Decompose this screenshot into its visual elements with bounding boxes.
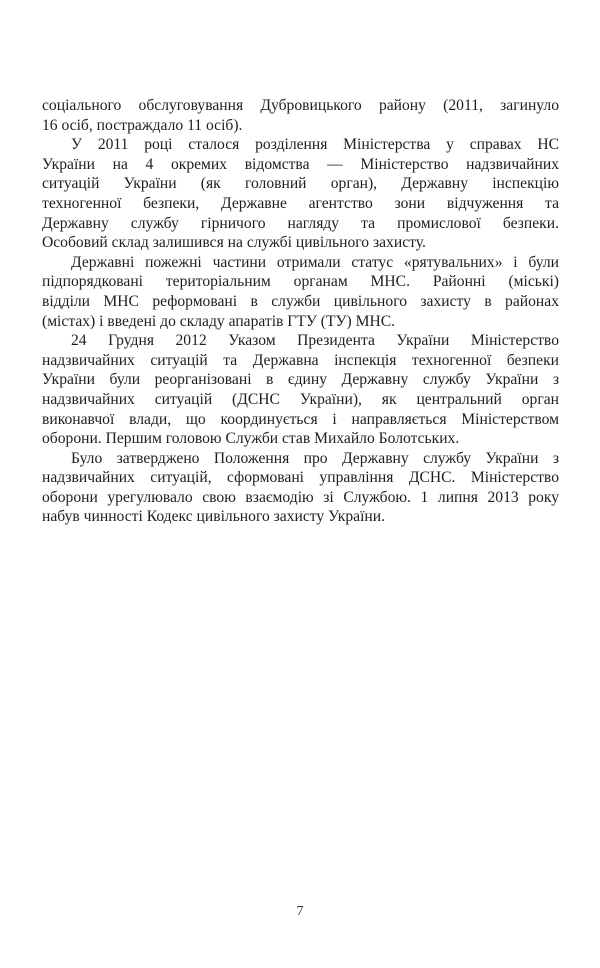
text-line: соціального обслуговування Дубровицького району (2011, загинуло [42, 97, 559, 114]
page-number: 7 [296, 904, 304, 919]
text-line: техногенної безпеки, Державне агентство зони відчуження та [42, 194, 559, 212]
paragraph-5 [42, 449, 559, 527]
paragraph-4 [42, 331, 559, 449]
text-line: (містах) і введені до складу апаратів ГТУ (ТУ) МНС. [42, 312, 396, 330]
text-line: виконавчої влади, що координується і направляється Міністерством [42, 410, 559, 428]
paragraph-3 [42, 253, 559, 331]
text-line: надзвичайних ситуацій, сформовані управління ДСНС. Міністерство [42, 469, 559, 487]
text-line: ситуацій України (як головний орган), Державну інспекцію [42, 175, 559, 193]
text-line: оборони урегулювало свою взаємодію зі Службою. 1 липня 2013 року [42, 488, 559, 506]
text-line: надзвичайних ситуацій та Державна інспекція техногенної безпеки [42, 351, 559, 369]
text-line: надзвичайних ситуацій (ДСНС України), як центральний орган [42, 390, 559, 408]
body-text [42, 96, 559, 527]
text-line: 24 Грудня 2012 Указом Президента України Міністерство [71, 332, 559, 350]
text-line: України були реорганізовані в єдину Державну службу України з [42, 371, 559, 389]
text-line: Державні пожежні частини отримали статус «рятувальних» і були [71, 253, 559, 271]
text-line: Державну службу гірничого нагляду та промислової безпеки. [42, 214, 559, 232]
text-line: України на 4 окремих відомства — Міністерство надзвичайних [42, 155, 559, 173]
text-line: 16 осіб, постраждало 11 осіб). [42, 116, 243, 134]
text-line: оборони. Першим головою Служби став Михайло Болотських. [42, 430, 460, 448]
paragraph-1 [42, 96, 559, 135]
text-line: Було затверджено Положення про Державну службу України з [71, 449, 559, 467]
paragraph-2 [42, 135, 559, 253]
text-line: відділи МНС реформовані в служби цивільного захисту в районах [42, 292, 559, 310]
text-line: Особовий склад залишився на службі цивільного захисту. [42, 234, 426, 252]
text-line: набув чинності Кодекс цивільного захисту України. [42, 508, 385, 526]
text-line: підпорядковані територіальним органам МНС. Районні (міські) [42, 273, 559, 291]
text-line: У 2011 році сталося розділення Міністерства у справах НС [71, 136, 559, 154]
